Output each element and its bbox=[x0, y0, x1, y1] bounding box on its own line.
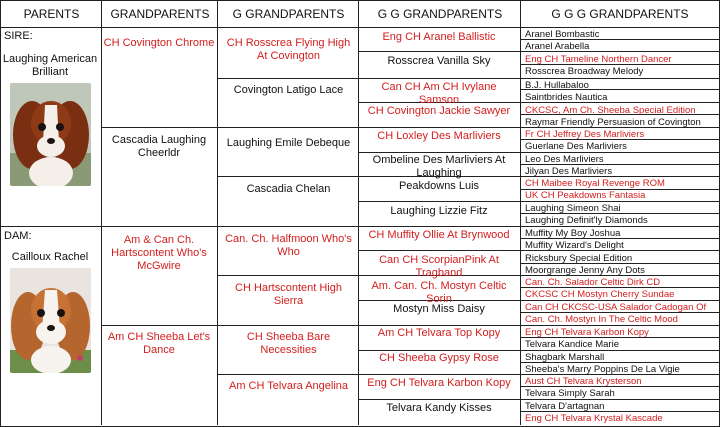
ggg-grandparent-name: Guerlane Des Marliviers bbox=[525, 141, 627, 152]
gg-grandparent-name: Can CH Am CH Ivylane Samson bbox=[381, 81, 497, 107]
sire-label: SIRE: bbox=[4, 30, 33, 42]
ggg-grandparent-name: Sheeba's Marry Poppins De La Vigie bbox=[525, 364, 680, 375]
ggg-grandparent-name: Can. Ch. Salador Celtic Dirk CD bbox=[525, 277, 661, 288]
grandparent-name: Am CH Sheeba Let's Dance bbox=[107, 331, 211, 357]
gg-grandparent-name: CH Muffity Ollie At Brynwood bbox=[368, 229, 510, 241]
g-grandparent-name: Am CH Telvara Angelina bbox=[228, 380, 349, 392]
g-grandparent-name: CH Rosscrea Flying High At Covington bbox=[226, 37, 351, 63]
grid-vline bbox=[217, 0, 218, 425]
gg-grandparent-name: CH Loxley Des Marliviers bbox=[377, 130, 501, 142]
ggg-grandparent-name: Aranel Bombastic bbox=[525, 29, 600, 40]
ggg-grandparent-name: CKCSC, Am Ch. Sheeba Special Edition bbox=[525, 105, 696, 116]
grandparent-name: Cascadia Laughing Cheerldr bbox=[111, 134, 207, 160]
ggg-grandparent-name: Telvara D'artagnan bbox=[525, 401, 605, 412]
ggg-grandparent-name: Can CH CKCSC-USA Salador Cadogan Of bbox=[525, 302, 707, 313]
dam-photo bbox=[10, 268, 91, 373]
g-grandparent-name: Cascadia Chelan bbox=[246, 183, 331, 195]
grid-hline bbox=[0, 27, 719, 28]
gg-grandparent-name: Eng CH Aranel Ballistic bbox=[382, 31, 496, 43]
dam-name: Cailloux Rachel bbox=[11, 251, 89, 263]
ggg-grandparent-name: Telvara Kandice Marie bbox=[525, 339, 619, 350]
ggg-grandparent-name: CH Maibee Royal Revenge ROM bbox=[525, 178, 665, 189]
ggg-grandparent-name: Rosscrea Broadway Melody bbox=[525, 66, 644, 77]
ggg-grandparent-name: Eng CH Telvara Karbon Kopy bbox=[525, 327, 649, 338]
header-ggg-grandparents: G G G GRANDPARENTS bbox=[551, 7, 689, 21]
ggg-grandparent-name: Telvara Simply Sarah bbox=[525, 388, 615, 399]
header-grandparents: GRANDPARENTS bbox=[110, 7, 210, 21]
ggg-grandparent-name: Moorgrange Jenny Any Dots bbox=[525, 265, 645, 276]
ggg-grandparent-name: Shagbark Marshall bbox=[525, 352, 605, 363]
gg-grandparent-name: CH Sheeba Gypsy Rose bbox=[379, 352, 499, 364]
ggg-grandparent-name: Can. Ch. Mostyn In The Celtic Mood bbox=[525, 314, 678, 325]
gg-grandparent-name: Am CH Telvara Top Kopy bbox=[377, 327, 501, 339]
ggg-grandparent-name: Jilyan Des Marliviers bbox=[525, 166, 613, 177]
grandparent-name: CH Covington Chrome bbox=[103, 37, 215, 49]
ggg-grandparent-name: B.J. Hullabaloo bbox=[525, 80, 589, 91]
gg-grandparent-name: Rosscrea Vanilla Sky bbox=[387, 55, 491, 67]
ggg-grandparent-name: Laughing Definit'ly Diamonds bbox=[525, 215, 648, 226]
gg-grandparent-name: Can CH ScorpianPink At Tragband bbox=[379, 254, 499, 280]
gg-grandparent-name: Am. Can. Ch. Mostyn Celtic Sorin bbox=[371, 280, 507, 306]
sire-photo bbox=[10, 83, 91, 186]
ggg-grandparent-name: Muffity My Boy Joshua bbox=[525, 228, 621, 239]
sire-name: Laughing American Brilliant bbox=[2, 53, 98, 79]
gg-grandparent-name: Laughing Lizzie Fitz bbox=[390, 205, 488, 217]
g-grandparent-name: CH Hartscontent High Sierra bbox=[235, 282, 342, 308]
gg-grandparent-name: Telvara Kandy Kisses bbox=[386, 402, 492, 414]
dam-label: DAM: bbox=[4, 230, 32, 242]
gg-grandparent-name: Ombeline Des Marliviers At Laughing bbox=[372, 154, 506, 180]
ggg-grandparent-name: Ricksbury Special Edition bbox=[525, 253, 633, 264]
ggg-grandparent-name: Leo Des Marliviers bbox=[525, 154, 604, 165]
gg-grandparent-name: Mostyn Miss Daisy bbox=[393, 303, 485, 315]
ggg-grandparent-name: Saintbrides Nautica bbox=[525, 92, 608, 103]
ggg-grandparent-name: Laughing Simeon Shai bbox=[525, 203, 621, 214]
grid-hline bbox=[217, 78, 719, 79]
g-grandparent-name: Laughing Emile Debeque bbox=[226, 137, 351, 149]
g-grandparent-name: Covington Latigo Lace bbox=[233, 84, 344, 96]
ggg-grandparent-name: Fr CH Jeffrey Des Marliviers bbox=[525, 129, 645, 140]
ggg-grandparent-name: UK CH Peakdowns Fantasia bbox=[525, 190, 646, 201]
ggg-grandparent-name: Eng CH Tameline Northern Dancer bbox=[525, 54, 672, 65]
header-gg-grandparents: G G GRANDPARENTS bbox=[377, 7, 503, 21]
gg-grandparent-name: Eng CH Telvara Karbon Kopy bbox=[367, 377, 511, 389]
ggg-grandparent-name: Muffity Wizard's Delight bbox=[525, 240, 624, 251]
grandparent-name: Am & Can Ch. Hartscontent Who's McGwire bbox=[111, 234, 207, 273]
ggg-grandparent-name: CKCSC CH Mostyn Cherry Sundae bbox=[525, 289, 675, 300]
ggg-grandparent-name: Eng CH Telvara Krystal Kascade bbox=[525, 413, 663, 424]
ggg-grandparent-name: Raymar Friendly Persuasion of Covington bbox=[525, 117, 701, 128]
grid-vline bbox=[358, 0, 359, 425]
header-g-grandparents: G GRANDPARENTS bbox=[232, 7, 345, 21]
ggg-grandparent-name: Aust CH Telvara Krysterson bbox=[525, 376, 642, 387]
header-parents: PARENTS bbox=[23, 7, 80, 21]
g-grandparent-name: Can. Ch. Halfmoon Who's Who bbox=[225, 233, 352, 259]
gg-grandparent-name: Peakdowns Luis bbox=[398, 180, 480, 192]
gg-grandparent-name: CH Covington Jackie Sawyer bbox=[367, 105, 511, 117]
g-grandparent-name: CH Sheeba Bare Necessities bbox=[246, 331, 331, 357]
grid-vline bbox=[101, 0, 102, 425]
ggg-grandparent-name: Aranel Arabella bbox=[525, 41, 590, 52]
